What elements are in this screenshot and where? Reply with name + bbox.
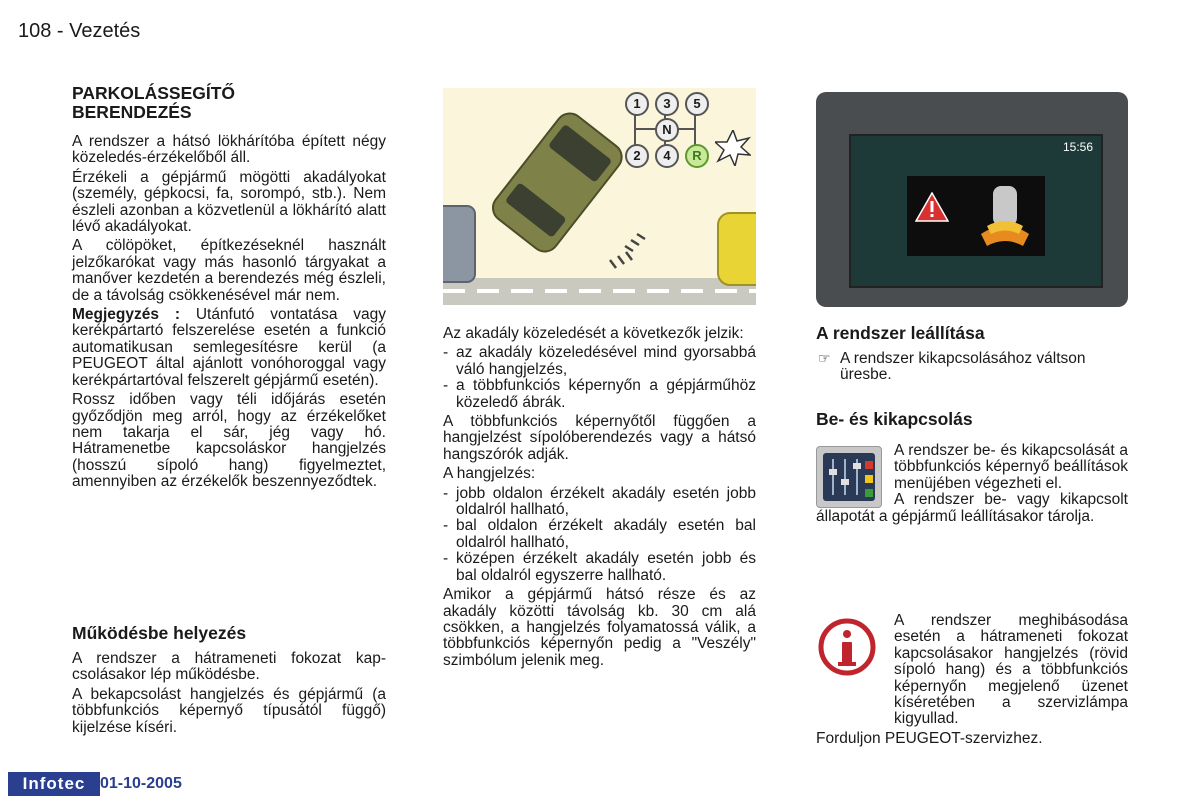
detection-paragraph: Érzékeli a gépjármű mögötti akadályokat (személy, gépkocsi, fa, sorompó, stb.). Nem észleli azonban a közvetlenül a lökhárító alatt lévő akadályokat. <box>72 168 386 236</box>
note-label: Megjegyzés : <box>72 306 180 324</box>
screen-photo <box>816 92 1128 307</box>
car-top-icon <box>975 182 1035 252</box>
note-paragraph <box>72 307 386 389</box>
list-item: - bal oldalon érzékelt akadály esetén bal oldalról hallható, <box>443 518 756 551</box>
gear-1: 1 <box>625 92 649 116</box>
gear-2: 2 <box>625 144 649 168</box>
screen-time: 15:56 <box>1062 140 1093 154</box>
page-header: 108 - Vezetés <box>18 20 141 42</box>
middle-column <box>443 326 756 672</box>
middle-p2: A többfunkciós képernyőtől függően a hangjelzést sípolóberendezés vagy a hátsó hangszórók adják. <box>443 413 756 463</box>
system-off-text: A rendszer kikapcsolásához váltson üresbe. <box>840 350 1086 384</box>
pointer-hand-icon: ☞ <box>818 350 831 366</box>
onoff-p1: A rendszer be- és kikapcsolását a többfunkciós képernyő beállítások menüjében végezheti el. <box>894 442 1128 492</box>
gear-3: 3 <box>655 92 679 116</box>
right-column <box>816 324 1128 384</box>
onoff-section <box>816 410 1128 439</box>
gear-n: N <box>655 118 679 142</box>
section-title-line2: BERENDEZÉS <box>72 102 192 122</box>
activation-title: Működésbe helyezés <box>72 623 247 643</box>
onoff-title: Be- és kikapcsolás <box>816 409 973 429</box>
list-item: - jobb oldalon érzékelt akadály esetén jobb oldalról hallható, <box>443 486 756 519</box>
weather-paragraph: Rossz időben vagy téli időjárás esetén győződjön meg arról, hogy az érzékelőket nem takarja el sár, jég vagy hó. Hátramenetbe kapcsoláskor hangjelzés (hosszú sípoló hang) figyelmeztet, amennyiben az érzékelők beszennyeződtek. <box>72 391 386 491</box>
middle-p4: Amikor a gépjármű hátsó része és az akadály közötti távolság kb. 30 cm alá csökken, a hangjelzés folyamatossá válik, a többfunkciós képernyőn pedig a "Veszély" szimbólum jelenik meg. <box>443 586 756 669</box>
footer-logo: Infotec <box>8 772 100 796</box>
service-text: Forduljon PEUGEOT-szervizhez. <box>816 729 1043 747</box>
parking-scene <box>443 88 756 305</box>
left-column <box>72 84 386 494</box>
fault-text: A rendszer meghibásodása esetén a hátrameneti fokozat kapcsolásakor hangjelzés (rövid sípoló hang) és a többfunkciós képernyőn megjelenő üzenet kíséretében a szervizlámpa kigyullad. <box>894 612 1128 728</box>
list-item: - a többfunkciós képernyőn a gépjárműhöz közeledő ábrák. <box>443 378 756 411</box>
onoff-p2: A rendszer be- vagy kikapcsolt állapotát a gépjármű leállításakor tárolja. <box>816 491 1128 525</box>
signal-list <box>443 345 756 411</box>
middle-p3: A hangjelzés: <box>443 465 536 483</box>
sound-list <box>443 486 756 584</box>
warning-triangle-icon <box>915 192 949 222</box>
footer-date: 01-10-2005 <box>100 775 182 792</box>
gear-4: 4 <box>655 144 679 168</box>
activation-section <box>72 624 386 739</box>
posts-paragraph: A cölöpöket, építkezéseknél használt jelzőkarókat vagy más hasonló tárgyakat a manőver kezdetén a berendezés még észleli, de a távolság csökkenésével már nem. <box>72 237 386 304</box>
section-title-line1: PARKOLÁSSEGÍTŐ <box>72 83 236 103</box>
list-item: - az akadály közeledésével mind gyorsabbá váló hangjelzés, <box>443 345 756 378</box>
system-off-note <box>816 351 1128 384</box>
activation-p1: A rendszer a hátrameneti fokozat kapcsolásakor lép működésbe. <box>72 650 386 684</box>
parked-car-right <box>718 213 756 285</box>
gear-r: R <box>685 144 709 168</box>
middle-intro: Az akadály közeledését a következők jelzik: <box>443 325 744 342</box>
intro-paragraph: A rendszer a hátsó lökhárítóba épített négy közeledés-érzékelőből áll. <box>72 133 386 167</box>
system-off-title: A rendszer leállítása <box>816 323 985 343</box>
parking-illustration <box>443 88 756 305</box>
fault-text-block <box>816 613 1128 747</box>
list-item: - középen érzékelt akadály esetén jobb és bal oldalról egyszerre hallható. <box>443 551 756 584</box>
screen-warning-panel <box>907 176 1045 256</box>
beep-icon <box>715 130 751 166</box>
activation-p2: A bekapcsolást hangjelzés és gépjármű (a többfunkciós képernyő típusától függő) kijelzése kíséri. <box>72 685 386 736</box>
parked-car-left <box>443 206 475 282</box>
onoff-text-block <box>816 443 1128 525</box>
note-text: Utánfutó vontatása vagy kerékpártartó felszerelése esetén a funkció automatikusan semlegesítésre kerül (a PEUGEOT által ajánlott vonóhoroggal vagy kerékpártartóval felszerelt gépjármű esetén). <box>72 306 387 389</box>
screen-display <box>849 134 1103 288</box>
gear-5: 5 <box>685 92 709 116</box>
